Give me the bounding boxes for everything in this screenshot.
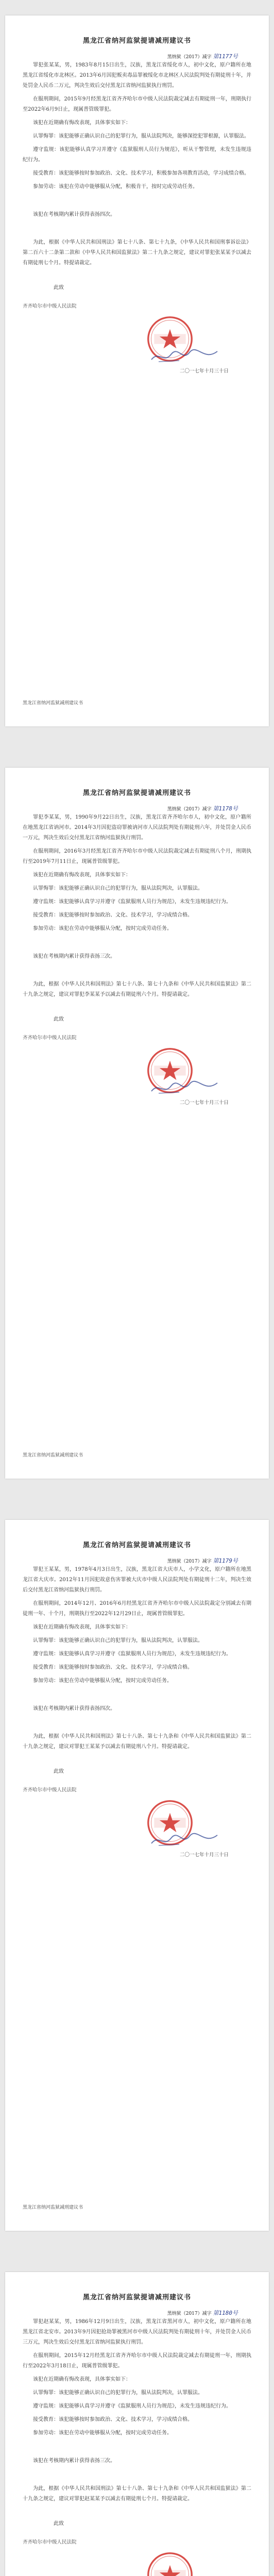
document-title: 黑龙江省纳河监狱提请减刑建议书	[82, 1541, 191, 1549]
recipient-court: 齐齐哈尔市中级人民法院	[23, 1035, 77, 1041]
official-seal-icon	[145, 2550, 195, 2576]
document-body	[23, 812, 251, 1000]
paragraph: 在服刑期间，2015年9月经黑龙江省齐齐哈尔市中级人民法院裁定减去有期徒刑一年，刑期执行至2022年6月9日止，现属普管级罪犯。	[23, 96, 251, 112]
paragraph: 罪犯张某某，男，1983年8月15日出生，汉族，黑龙江省绥化市人，初中文化，原户籍所在地黑龙江省绥化市北林区。2013年6月因犯贩卖毒品罪被绥化市北林区人民法院判处有期徒刑十年，并处罚金人民币二万元，判决生效后交付黑龙江省纳河监狱执行刑罚。	[23, 62, 251, 89]
paragraph: 接受教育：该犯能够按时参加政治、文化、技术学习，学习成绩合格。	[33, 1665, 193, 1670]
paragraph: 罪犯李某某，男，1990年9月22日出生，汉族，黑龙江省齐齐哈尔市人，初中文化，原户籍所在地黑龙江省讷河市。2014年3月因犯盗窃罪被讷河市人民法院判处有期徒刑六年，并处罚金人民币一万元，判决生效后交付黑龙江省纳河监狱执行刑罚。	[23, 815, 251, 841]
document-number-prefix: 黑纳狱（2017）减字	[167, 1559, 212, 1564]
paragraph: 该犯在考核期内累计获得表扬三次。	[33, 954, 115, 959]
salutation: 此致	[54, 1016, 64, 1022]
signature-area	[23, 1793, 251, 1870]
document-title: 黑龙江省纳河监狱提请减刑建议书	[82, 789, 191, 797]
document-number-handwritten: 第1180号	[213, 2310, 238, 2316]
document-footer: 黑龙江省纳河监狱减刑建议书	[23, 1453, 83, 1458]
document-body	[23, 60, 251, 268]
paragraph: 认罪悔罪：该犯能够正确认识自己的犯罪行为，服从法院判决，认罪服法。	[33, 1638, 203, 1643]
recipient-court: 齐齐哈尔市中级人民法院	[23, 2539, 77, 2545]
paragraph: 在服刑期间，2016年3月经黑龙江省齐齐哈尔市中级人民法院裁定减去有期徒刑八个月，刑期执行至2019年7月11日止，现属普管级罪犯。	[23, 849, 251, 865]
salutation: 此致	[54, 2521, 64, 2527]
document-number-handwritten: 第1178号	[213, 805, 238, 812]
signature-area	[23, 1041, 251, 1118]
handwritten-signature-icon	[148, 1078, 220, 1097]
paragraph: 遵守监规：该犯能够认真学习并遵守《监狱服刑人员行为规范》，未发生违规违纪行为。	[33, 1651, 231, 1657]
recipient-court: 齐齐哈尔市中级人民法院	[23, 303, 77, 309]
paragraph: 参加劳动：该犯在劳动中能够服从分配，积极肯干，按时完成劳动任务。	[33, 184, 198, 190]
document-page-3	[5, 1520, 269, 2231]
paragraph: 在服刑期间，2014年12月、2016年6月经黑龙江省齐齐哈尔市中级人民法院裁定分别减去有期徒刑一年、十个月，刑期执行至2022年12月29日止，现属普管级罪犯。	[23, 1601, 251, 1617]
paragraph: 为此，根据《中华人民共和国刑法》第七十八条、第七十九条和《中华人民共和国监狱法》第二十九条之规定，建议对罪犯赵某某予以减去有期徒刑七个月。特提请裁定。	[23, 2486, 251, 2502]
paragraph: 认罪悔罪：该犯能够正确认识自己的犯罪行为，服从法院判决，认罪服法。	[33, 2390, 203, 2396]
paragraph: 参加劳动：该犯在劳动中能够服从分配，按时完成劳动任务。	[33, 926, 172, 931]
signature-area	[23, 309, 251, 386]
document-number-handwritten: 第1179号	[213, 1557, 238, 1564]
paragraph: 罪犯赵某某，男，1986年12月9日出生，汉族，黑龙江省黑河市人，初中文化，原户籍所在地黑龙江省北安市。2013年9月因犯抢劫罪被黑河市中级人民法院判处有期徒刑十年，并处罚金人民币三万元，判决生效后交付黑龙江省纳河监狱执行刑罚。	[23, 2319, 251, 2345]
document-footer: 黑龙江省纳河监狱减刑建议书	[23, 2205, 83, 2210]
paragraph: 认罪悔罪：该犯能够正确认识自己的犯罪行为，服从法院判决，认罪服法。	[33, 886, 203, 891]
paragraph: 罪犯王某某，男，1978年4月3日出生，汉族，黑龙江省大庆市人，小学文化，原户籍所在地黑龙江省大庆市。2012年11月因犯故意伤害罪被大庆市中级人民法院判处有期徒刑十二年，判决生效后交付黑龙江省纳河监狱执行刑罚。	[23, 1567, 251, 1593]
recipient-court: 齐齐哈尔市中级人民法院	[23, 1787, 77, 1793]
document-date: 二〇一七年十月三十日	[179, 1852, 229, 1858]
paragraph: 遵守监规：该犯能够认真学习并遵守《监狱服刑人员行为规范》，听从干警管理，未发生违规违纪行为。	[23, 147, 251, 163]
document-page-2	[5, 768, 269, 1479]
document-number	[23, 2309, 251, 2317]
paragraph: 遵守监规：该犯能够认真学习并遵守《监狱服刑人员行为规范》，未发生违规违纪行为。	[33, 899, 231, 905]
document-number	[23, 52, 251, 60]
paragraph: 遵守监规：该犯能够认真学习并遵守《监狱服刑人员行为规范》，未发生违规违纪行为。	[33, 2403, 231, 2409]
document-number-prefix: 黑纳狱（2017）减字	[167, 55, 212, 60]
document-number	[23, 1556, 251, 1565]
paragraph: 认罪悔罪：该犯能够正确认识自己的犯罪行为，服从法院判决，能够深挖犯罪根源，认罪服法。	[33, 133, 249, 139]
paragraph: 为此，根据《中华人民共和国刑法》第七十八条、第七十九条，《中华人民共和国刑事诉讼法》第二百六十二条第二款和《中华人民共和国监狱法》第二十九条之规定，建议对罪犯张某某予以减去有期徒刑七个月。特提请裁定。	[23, 240, 251, 266]
document-date: 二〇一七年十月三十日	[179, 368, 229, 374]
paragraph: 参加劳动：该犯在劳动中能够服从分配，按时完成劳动任务。	[33, 2430, 172, 2436]
handwritten-signature-icon	[148, 346, 220, 366]
signature-area	[23, 2545, 251, 2576]
paragraph: 该犯在近期确有悔改表现，具体事实如下：	[33, 120, 131, 126]
paragraph: 该犯在近期确有悔改表现，具体事实如下：	[33, 2377, 131, 2382]
salutation: 此致	[54, 1769, 64, 1774]
paragraph: 该犯在考核期内累计获得表扬四次。	[33, 212, 115, 217]
paragraph: 为此，根据《中华人民共和国刑法》第七十八条、第七十九条和《中华人民共和国监狱法》第二十九条之规定，建议对罪犯王某某予以减去有期徒刑八个月。特提请裁定。	[23, 1734, 251, 1750]
salutation: 此致	[54, 285, 64, 291]
document-number-prefix: 黑纳狱（2017）减字	[167, 807, 212, 812]
document-number-prefix: 黑纳狱（2017）减字	[167, 2311, 212, 2316]
paragraph: 接受教育：该犯能够按时参加政治、文化、技术学习，学习成绩合格。	[33, 912, 193, 918]
document-page-1	[5, 15, 269, 726]
paragraph: 为此，根据《中华人民共和国刑法》第七十八条、第七十九条和《中华人民共和国监狱法》第二十九条之规定，建议对罪犯李某某予以减去有期徒刑六个月。特提请裁定。	[23, 981, 251, 997]
handwritten-signature-icon	[148, 1830, 220, 1850]
document-number	[23, 804, 251, 812]
paragraph: 该犯在考核期内累计获得表扬四次。	[33, 1706, 115, 1711]
document-title: 黑龙江省纳河监狱提请减刑建议书	[82, 2294, 191, 2301]
paragraph: 参加劳动：该犯在劳动中能够服从分配，按时完成劳动任务。	[33, 1678, 172, 1684]
document-footer: 黑龙江省纳河监狱减刑建议书	[23, 701, 83, 706]
paragraph: 接受教育：该犯能够按时参加政治、文化、技术学习，学习成绩合格。	[33, 2417, 193, 2422]
document-page-4	[5, 2272, 269, 2576]
paragraph: 该犯在考核期内累计获得表扬三次。	[33, 2458, 115, 2464]
paragraph: 该犯在近期确有悔改表现，具体事实如下：	[33, 1624, 131, 1630]
document-body	[23, 1565, 251, 1752]
paragraph: 在服刑期间，2015年12月经黑龙江省齐齐哈尔市中级人民法院裁定减去有期徒刑一年，刑期执行至2022年3月18日止，现属普管级罪犯。	[23, 2353, 251, 2369]
document-body	[23, 2317, 251, 2504]
paragraph: 接受教育：该犯能够按时参加政治、文化、技术学习，积极参加各项教育活动，学习成绩合格。	[33, 171, 249, 176]
document-number-handwritten: 第1177号	[213, 53, 238, 60]
document-date: 二〇一七年十月三十日	[179, 1100, 229, 1106]
document-title: 黑龙江省纳河监狱提请减刑建议书	[82, 37, 191, 45]
paragraph: 该犯在近期确有悔改表现，具体事实如下：	[33, 872, 131, 878]
